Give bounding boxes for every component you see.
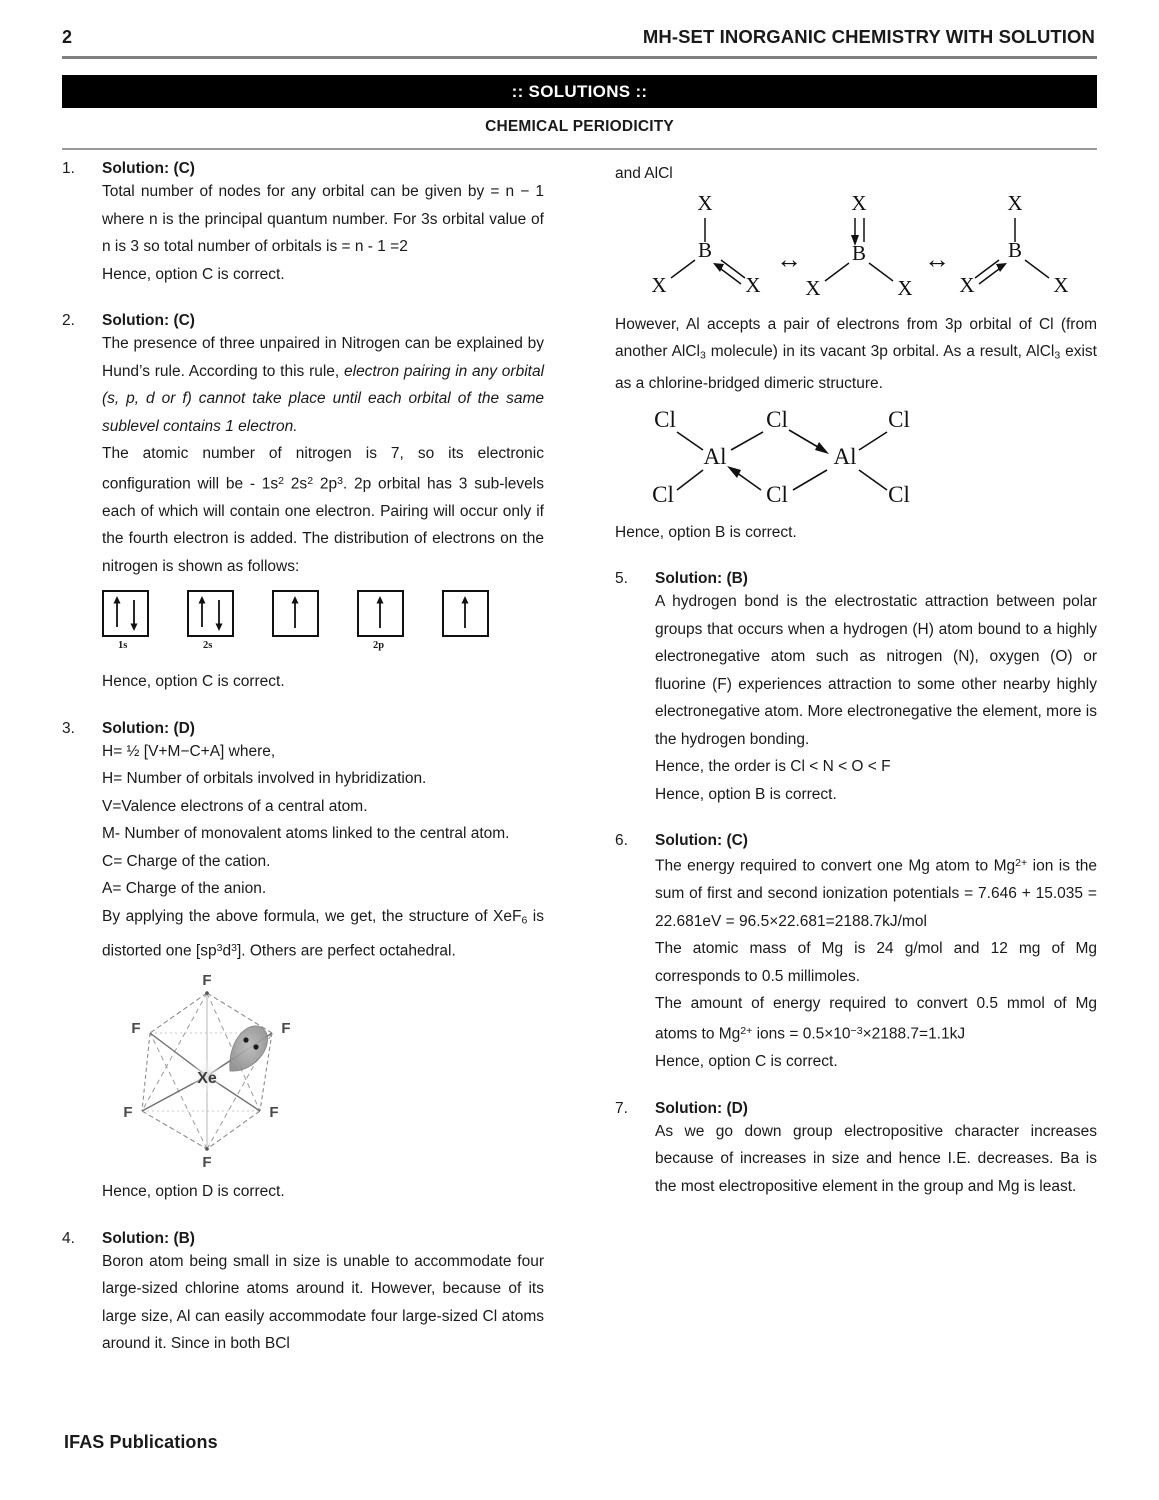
- solution-5-number: 5.: [615, 570, 628, 588]
- solution-4-paragraph-continued: [615, 160, 1097, 188]
- solution-3-number: 3.: [62, 719, 75, 737]
- bx3-resonance-svg: [637, 192, 1097, 302]
- hybridization-c-def: C= Charge of the cation.: [102, 852, 271, 870]
- bx3-structure-2: [805, 192, 912, 300]
- solution-5-header: [615, 570, 1097, 588]
- xef6-structure-figure: [102, 971, 544, 1176]
- spacer: [62, 696, 544, 720]
- solution-6-text-e: ×2188.7=1.1kJ: [862, 1025, 966, 1043]
- solution-5-paragraph: A hydrogen bond is the electrostatic attraction between polar groups that occurs when a hydrogen (H) atom bound to a highly electronegative atom such as nitrogen (N), oxygen (O) or fluorine (F) experiences attraction to some other nearby highly electronegative atom. More electronegative the element, more is the hydrogen bonding.: [655, 593, 1097, 748]
- spacer: [62, 288, 544, 312]
- dative-arrowhead-bottom: [727, 466, 741, 478]
- al2cl6-dimer-figure: [637, 402, 1097, 517]
- footer-publisher: IFAS Publications: [64, 1432, 218, 1452]
- solution-6-text-d: ions = 0.5×10: [752, 1025, 851, 1043]
- xef6-label-f-lower-left: F: [123, 1104, 133, 1122]
- mg-charge-sup-1: 2+: [1015, 857, 1028, 870]
- xef6-label-f-top: F: [202, 972, 212, 990]
- xef6-label-xe-center: Xe: [197, 1070, 217, 1088]
- solution-3-conclusion-wrap: [102, 1178, 544, 1206]
- solution-2-header: [62, 312, 544, 330]
- solution-4-text-b: and AlCl: [615, 165, 673, 182]
- svg-text:X: X: [651, 272, 667, 297]
- page-number: 2: [62, 27, 73, 47]
- solution-3-conclusion: Hence, option D is correct.: [102, 1183, 285, 1201]
- solution-4-conclusion: Hence, option B is correct.: [615, 523, 797, 541]
- xef6-sub: 6: [521, 914, 528, 927]
- xef6-label-f-upper-left: F: [131, 1020, 141, 1038]
- orbital-label-2p: 2p: [373, 640, 385, 652]
- 2s-electrons-icon: [189, 592, 232, 635]
- svg-text:B: B: [851, 240, 867, 265]
- solution-3-title: Solution: (D): [102, 719, 195, 737]
- solution-1-text: Total number of nodes for any orbital can be given by = n − 1 where n is the principal quantum number. For 3s orbital value of n is 3 so total number of orbitals is = n - 1 =2: [102, 183, 544, 255]
- solution-6-text-c: The amount of energy required to convert 0.5 mmol of Mg atoms to Mg: [655, 995, 1097, 1043]
- solution-4-text-c: However, Al accepts a pair of electrons from 3p orbital of Cl (from another AlCl: [615, 315, 1097, 360]
- d3-sup: 3: [231, 941, 237, 954]
- solutions-banner: :: SOLUTIONS ::: [62, 75, 1097, 108]
- xef6-label-f-bottom: F: [202, 1154, 212, 1172]
- xef6-text-c: d: [222, 942, 232, 960]
- dimer-label-al-right: Al: [833, 443, 857, 469]
- solution-2-hund-rule: electron pairing in any orbital (s, p, d or f) cannot take place until each orbital of the same sublevel contains 1 electron.: [102, 362, 545, 435]
- solution-3-body: [102, 738, 544, 903]
- svg-text:X: X: [1007, 191, 1023, 215]
- solution-2-body: [102, 330, 544, 580]
- solution-4-body-after-figure: [615, 311, 1097, 398]
- page-header: [62, 26, 1097, 48]
- solution-4-text-e: exist as a chlorine-bridged dimeric structure.: [615, 343, 1097, 393]
- solution-4-body-right: [615, 160, 1097, 188]
- header-divider: [62, 56, 1097, 59]
- orbital-label-2s: 2s: [203, 640, 213, 652]
- resonance-arrow-2: ↔: [924, 243, 950, 274]
- solution-6-paragraph-1: [655, 850, 1097, 935]
- dimer-label-cl-bridge-top: Cl: [766, 406, 788, 432]
- solution-4-text-a: Boron atom being small in size is unable to accommodate four large-sized chlorine atoms around it. However, because of its large size, Al can easily accommodate four large-sized Cl atoms around it. Since in both BCl: [102, 1252, 544, 1353]
- spacer: [615, 808, 1097, 832]
- solution-5-order: Hence, the order is Cl < N < O < F: [655, 758, 891, 776]
- solution-1-title: Solution: (C): [102, 160, 195, 177]
- config-sup-1: 2: [278, 474, 285, 487]
- svg-text:B: B: [1007, 237, 1023, 262]
- solution-7-title: Solution: (D): [655, 1099, 748, 1117]
- solution-2-conclusion-wrap: [102, 668, 544, 696]
- resonance-arrow-1: ↔: [776, 243, 802, 274]
- mg-charge-sup-2: 2+: [740, 1024, 753, 1037]
- solution-5-body: [655, 588, 1097, 808]
- 2s-orbital-box: [187, 590, 234, 637]
- svg-text:X: X: [897, 275, 913, 300]
- solution-6-body: [655, 850, 1097, 1075]
- solution-6: [615, 832, 1097, 1075]
- solution-2-paragraph-2: [102, 440, 544, 580]
- spacer: [62, 1206, 544, 1230]
- alcl3-sub-1: 3: [700, 349, 706, 362]
- solution-1-conclusion: Hence, option C is correct.: [102, 265, 285, 283]
- svg-text:X: X: [805, 275, 821, 300]
- dimer-label-cl-top-right: Cl: [888, 406, 910, 432]
- solution-2-text-a: The presence of three unpaired in Nitrogen can be explained by Hund’s rule. According to this rule,: [102, 335, 544, 380]
- hybridization-m-def: M- Number of monovalent atoms linked to the central atom.: [102, 825, 510, 843]
- svg-text:X: X: [745, 272, 761, 297]
- solution-2-text-b: The atomic number of nitrogen is 7, so its electronic configuration will be - 1s: [102, 445, 544, 493]
- dimer-label-cl-bridge-bottom: Cl: [766, 481, 788, 507]
- solution-4-continued: [615, 160, 1097, 188]
- solution-4-paragraph-start: [102, 1248, 544, 1358]
- al2cl6-dimer-svg: [637, 402, 927, 512]
- solution-7-body: [655, 1118, 1097, 1201]
- book-title: MH-SET INORGANIC CHEMISTRY WITH SOLUTION: [642, 26, 1095, 47]
- 2p-orbital-box-2: [357, 590, 404, 637]
- dimer-label-cl-bottom-right: Cl: [888, 481, 910, 507]
- solution-4-header: [62, 1230, 544, 1248]
- svg-text:X: X: [697, 191, 713, 215]
- svg-text:X: X: [851, 191, 867, 215]
- svg-text:B: B: [697, 237, 713, 262]
- solution-3-conclusion-text: [102, 903, 544, 965]
- hybridization-v-def: V=Valence electrons of a central atom.: [102, 797, 368, 815]
- 2p-electron-1-icon: [274, 592, 317, 635]
- solution-2-text-c: 2s: [284, 475, 308, 493]
- solution-1-number: 1.: [62, 160, 75, 177]
- lone-pair-dot-1: [243, 1037, 248, 1042]
- solution-6-paragraph-3: [655, 990, 1097, 1048]
- config-sup-2: 2: [307, 474, 314, 487]
- solution-6-title: Solution: (C): [655, 832, 748, 850]
- 1s-orbital-box: [102, 590, 149, 637]
- lone-pair-dot-2: [253, 1044, 258, 1049]
- solution-2-text-d: 2p: [313, 475, 338, 493]
- solution-7-header: [615, 1100, 1097, 1118]
- solution-2-title: Solution: (C): [102, 312, 195, 329]
- solution-4-number: 4.: [62, 1229, 75, 1247]
- bx3-structure-3: [959, 192, 1068, 297]
- solution-6-paragraph-2: The atomic mass of Mg is 24 g/mol and 12 mg of Mg corresponds to 0.5 millimoles.: [655, 940, 1097, 985]
- xef6-text-b: is distorted one [sp: [102, 907, 545, 960]
- xef6-label-f-upper-right: F: [281, 1020, 291, 1038]
- sp3-sup: 3: [216, 941, 223, 954]
- right-column: [615, 160, 1097, 1200]
- spacer: [615, 546, 1097, 570]
- 2p-orbital-box-3: [442, 590, 489, 637]
- solution-7: [615, 1100, 1097, 1201]
- svg-text:X: X: [959, 272, 975, 297]
- xef6-label-f-lower-right: F: [269, 1104, 279, 1122]
- solution-6-conclusion: Hence, option C is correct.: [655, 1053, 838, 1071]
- solution-2-text-e: . 2p orbital has 3 sub-levels each of which will contain one electron. Pairing will occur only if the fourth electron is added. The distribution of electrons on the nitrogen is shown as follows:: [102, 475, 544, 575]
- 2p-electron-3-icon: [444, 592, 487, 635]
- solution-3-header: [62, 720, 544, 738]
- solution-4-conclusion-wrap: [615, 519, 1097, 547]
- solution-5-conclusion: Hence, option B is correct.: [655, 785, 837, 803]
- xef6-octahedron-svg: [102, 971, 317, 1171]
- dimer-label-cl-bottom-left: Cl: [652, 481, 674, 507]
- solution-1-body: [102, 178, 544, 288]
- orbital-diagram: [102, 590, 502, 662]
- dimer-label-al-left: Al: [703, 443, 727, 469]
- svg-text:X: X: [1053, 272, 1069, 297]
- solution-7-number: 7.: [615, 1099, 628, 1117]
- exponent-sup: −3: [850, 1024, 863, 1037]
- solution-6-header: [615, 832, 1097, 850]
- xef6-text-d: ]. Others are perfect octahedral.: [236, 942, 456, 960]
- solution-5: [615, 570, 1097, 808]
- hybridization-a-def: A= Charge of the anion.: [102, 880, 267, 898]
- spacer: [615, 1076, 1097, 1100]
- left-column: [62, 160, 544, 1358]
- alcl3-sub-2: 3: [1054, 349, 1061, 362]
- solution-6-number: 6.: [615, 832, 628, 850]
- bx3-resonance-figure: [637, 192, 1097, 307]
- solution-6-text-a: The energy required to convert one Mg atom to Mg: [655, 857, 1016, 875]
- solution-4-title: Solution: (B): [102, 1229, 195, 1247]
- solution-3: [62, 720, 544, 1206]
- solution-5-title: Solution: (B): [655, 570, 748, 588]
- solution-4-paragraph-2: [615, 311, 1097, 398]
- 1s-electrons-icon: [104, 592, 147, 635]
- hybridization-h-def: H= Number of orbitals involved in hybridization.: [102, 770, 427, 788]
- solution-2: [62, 312, 544, 696]
- 2p-orbital-box-1: [272, 590, 319, 637]
- config-sup-3: 3: [337, 474, 343, 487]
- solution-6-text-b: ion is the sum of first and second ionization potentials = 7.646 + 15.035 = 22.681eV = 96.5×22.681=2188.7kJ/mol: [655, 857, 1097, 930]
- chapter-title: CHEMICAL PERIODICITY: [485, 118, 674, 135]
- orbital-label-1s: 1s: [118, 640, 128, 652]
- xef6-structure-text: [102, 903, 544, 965]
- solution-2-conclusion: Hence, option C is correct.: [102, 673, 285, 691]
- 2p-electron-2-icon: [359, 592, 402, 635]
- dative-arrowhead-top: [815, 442, 829, 454]
- solution-2-paragraph-1: [102, 330, 544, 440]
- solution-4-body-left: [102, 1248, 544, 1358]
- hybridization-formula: H= ½ [V+M−C+A] where,: [102, 742, 276, 760]
- solution-1: [62, 160, 544, 288]
- chapter-divider: [62, 148, 1097, 150]
- solution-7-paragraph: As we go down group electropositive character increases because of increases in size and hence I.E. decreases. Ba is the most electropositive element in the group and Mg is least.: [655, 1122, 1097, 1195]
- dimer-label-cl-top-left: Cl: [654, 406, 676, 432]
- solution-4-text-d: molecule) in its vacant 3p orbital. As a result, AlCl: [705, 343, 1055, 360]
- solution-2-number: 2.: [62, 312, 75, 329]
- solution-4: [62, 1230, 544, 1358]
- bx3-structure-1: [651, 192, 760, 297]
- xef6-text-a: By applying the above formula, we get, the structure of XeF: [102, 907, 522, 925]
- solution-1-header: [62, 160, 544, 178]
